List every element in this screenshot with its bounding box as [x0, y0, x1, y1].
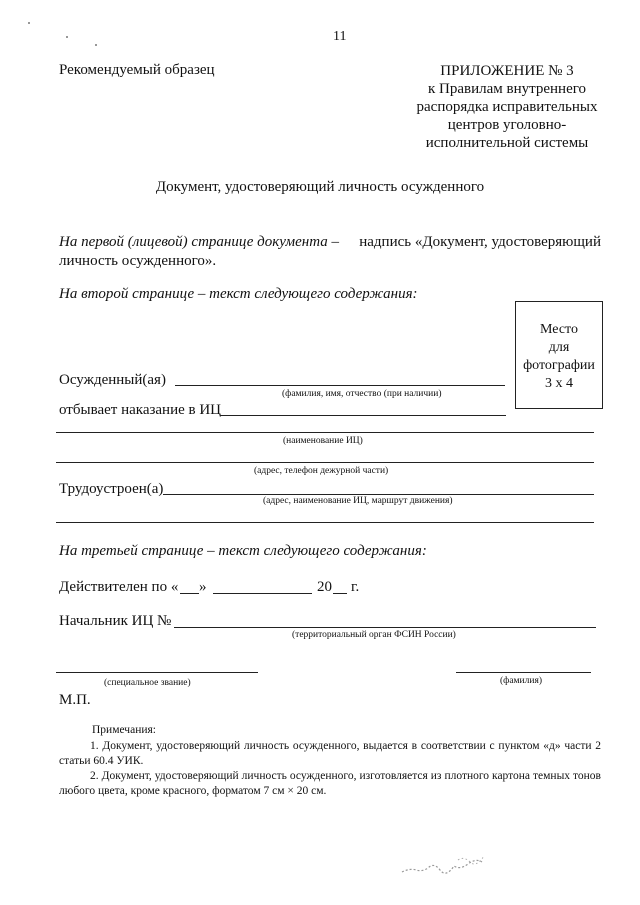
address-field-line[interactable]: [56, 462, 594, 463]
page-number: 11: [333, 29, 347, 44]
first-page-italic: На первой (лицевой) странице документа –: [59, 234, 339, 250]
faint-stamp-mark: [398, 848, 498, 880]
valid-until-prefix: Действителен по «: [59, 579, 179, 595]
photo-label: для: [548, 340, 570, 355]
valid-year-field-line[interactable]: [333, 593, 347, 594]
valid-quote-close: »: [199, 579, 207, 595]
valid-day-field-line[interactable]: [180, 593, 199, 594]
rank-field-line[interactable]: [56, 672, 258, 673]
head-field-line[interactable]: [174, 627, 596, 628]
photo-label: Место: [540, 322, 578, 337]
appendix-block: [402, 62, 612, 152]
scan-speck: [28, 22, 30, 24]
first-page-paragraph: [59, 233, 601, 271]
note-1: 1. Документ, удостоверяющий личность осужденного, выдается в соответствии с пунктом «д» части 2 статьи 60.4 УИК.: [59, 740, 601, 767]
surname-caption: (фамилия): [500, 676, 542, 686]
appendix-title: ПРИЛОЖЕНИЕ № 3: [440, 63, 574, 79]
appendix-line: распорядка исправительных: [416, 99, 598, 115]
serving-label: отбывает наказание в ИЦ: [59, 402, 222, 418]
surname-field-line[interactable]: [456, 672, 591, 673]
ic-name-field-line[interactable]: [56, 432, 594, 433]
valid-month-field-line[interactable]: [213, 593, 312, 594]
first-page-text-line2: личность осужденного».: [59, 253, 217, 269]
employed-caption: (адрес, наименование ИЦ, маршрут движения): [263, 496, 453, 506]
serving-field-line[interactable]: [220, 415, 506, 416]
address-caption: (адрес, телефон дежурной части): [254, 466, 389, 476]
employed-label: Трудоустроен(а): [59, 481, 164, 497]
seal-place-label: М.П.: [59, 692, 91, 708]
notes-block: [59, 739, 601, 799]
photo-placeholder-box: [515, 301, 603, 409]
employed-extra-field-line[interactable]: [56, 522, 594, 523]
valid-year-prefix: 20: [317, 579, 332, 595]
head-caption: (территориальный орган ФСИН России): [292, 630, 456, 640]
document-title: Документ, удостоверяющий личность осужденного: [155, 179, 485, 195]
notes-heading: Примечания:: [92, 724, 156, 736]
convicted-caption: (фамилия, имя, отчество (при наличии): [282, 389, 442, 399]
ic-name-caption: (наименование ИЦ): [283, 436, 363, 446]
valid-year-suffix: г.: [351, 579, 360, 595]
scan-speck: [95, 44, 97, 46]
appendix-line: центров уголовно-: [447, 117, 567, 133]
head-label: Начальник ИЦ №: [59, 613, 172, 629]
photo-label: фотографии: [523, 358, 595, 373]
employed-field-line[interactable]: [163, 494, 594, 495]
convicted-field-line[interactable]: [175, 385, 505, 386]
appendix-line: исполнительной системы: [425, 135, 589, 151]
note-2: 2. Документ, удостоверяющий личность осужденного, изготовляется из плотного картона темных тонов любого цвета, кроме красного, форматом 7 см × 20 см.: [59, 770, 601, 797]
third-page-heading: На третьей странице – текст следующего содержания:: [59, 543, 427, 559]
appendix-line: к Правилам внутреннего: [427, 81, 587, 97]
scan-speck: [66, 36, 68, 38]
first-page-text: надпись «Документ, удостоверяющий: [359, 234, 601, 250]
convicted-label: Осужденный(ая): [59, 372, 166, 388]
rank-caption: (специальное звание): [104, 678, 191, 688]
recommended-sample-label: Рекомендуемый образец: [59, 62, 215, 78]
second-page-heading: На второй странице – текст следующего содержания:: [59, 286, 418, 302]
photo-label: 3 х 4: [545, 376, 573, 391]
